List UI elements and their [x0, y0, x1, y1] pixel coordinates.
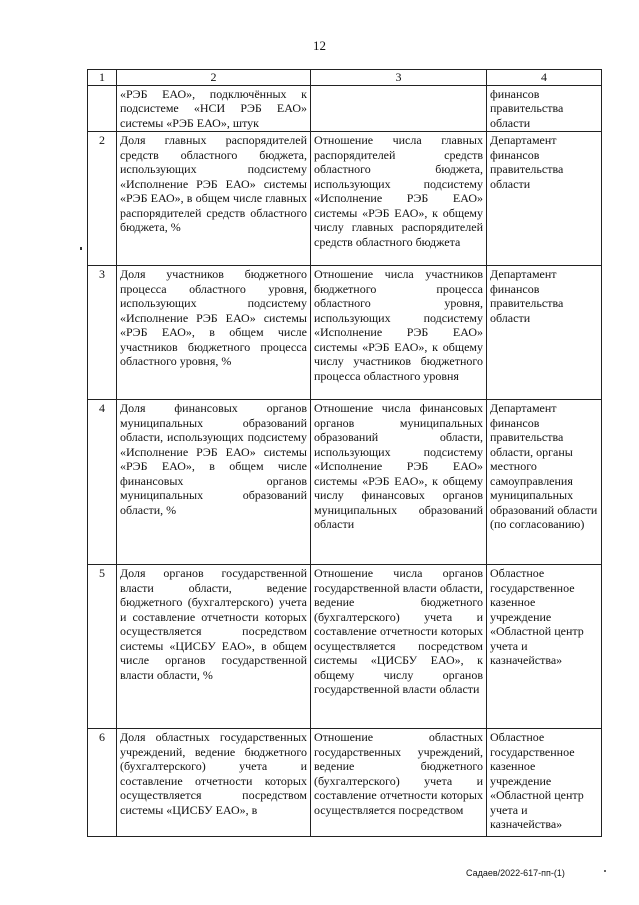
- table-row: [88, 132, 602, 266]
- indicator-cell: Доля участников бюджетного процесса областного уровня, использующих подсистему «Исполнение РЭБ ЕАО» системы «РЭБ ЕАО», в общем числе участников бюджетного процесса областного уровня, %: [117, 266, 311, 400]
- page-number: 12: [313, 38, 326, 53]
- method-cell: Отношение числа главных распорядителей средств областного бюджета, использующих подсистему «Исполнение РЭБ ЕАО» системы «РЭБ ЕАО», к общему числу главных распорядителей средств областного бюджета: [311, 132, 487, 266]
- indicator-cell: Доля областных государственных учреждений, ведение бюджетного (бухгалтерского) учета и составление отчетности которых осуществляется посредством системы «ЦИСБУ ЕАО», в: [117, 729, 311, 837]
- indicator-cell: Доля главных распорядителей средств областного бюджета, использующих подсистему «Исполнение РЭБ ЕАО» системы «РЭБ ЕАО», в общем числе главных распорядителей средств областного бюджета, %: [117, 132, 311, 266]
- method-cell: Отношение числа финансовых органов муниципальных образований области, использующих подсистему «Исполнение РЭБ ЕАО» системы «РЭБ ЕАО», к общему числу финансовых органов муниципальных образований области: [311, 400, 487, 565]
- responsible-cell: Областное государственное казенное учреждение «Областной центр учета и казначейства»: [487, 729, 602, 837]
- indicators-table: [87, 69, 602, 837]
- column-header-2: 2: [117, 70, 311, 86]
- table-row: [88, 400, 602, 565]
- column-header-3: 3: [311, 70, 487, 86]
- indicator-cell: Доля финансовых органов муниципальных образований области, использующих подсистему «Исполнение РЭБ ЕАО» системы «РЭБ ЕАО», в общем числе финансовых органов муниципальных образований области, %: [117, 400, 311, 565]
- row-number: 6: [88, 729, 117, 837]
- column-header-4: 4: [487, 70, 602, 86]
- method-cell: Отношение числа участников бюджетного процесса областного уровня, использующих подсистему «Исполнение РЭБ ЕАО» системы «РЭБ ЕАО», к общему числу участников бюджетного процесса областного уровня: [311, 266, 487, 400]
- method-cell: Отношение числа органов государственной власти области, ведение бюджетного (бухгалтерского) учета и составление отчетности которых осуществляется посредством системы «ЦИСБУ ЕАО», к общему числу органов государственной власти области: [311, 565, 487, 729]
- document-code: Садаев/2022-617-пп-(1): [466, 868, 565, 878]
- column-header-1: 1: [88, 70, 117, 86]
- method-cell: Отношение областных государственных учреждений, ведение бюджетного (бухгалтерского) учета и составление отчетности которых осуществляется посредством: [311, 729, 487, 837]
- table-row: [88, 266, 602, 400]
- table-row: [88, 729, 602, 837]
- row-number: 3: [88, 266, 117, 400]
- row-number: 5: [88, 565, 117, 729]
- row-number: 2: [88, 132, 117, 266]
- responsible-cell: Областное государственное казенное учреждение «Областной центр учета и казначейства»: [487, 565, 602, 729]
- table-header-row: [88, 70, 602, 86]
- responsible-cell: Департамент финансов правительства области: [487, 266, 602, 400]
- row-number: [88, 85, 117, 132]
- indicator-cell: Доля органов государственной власти области, ведение бюджетного (бухгалтерского) учета и составление отчетности которых осуществляется посредством системы «ЦИСБУ ЕАО», в общем числе органов государственной власти области, %: [117, 565, 311, 729]
- responsible-cell: финансов правительства области: [487, 85, 602, 132]
- scan-speck: [604, 870, 606, 872]
- indicator-cell: «РЭБ ЕАО», подключённых к подсистеме «НСИ РЭБ ЕАО» системы «РЭБ ЕАО», штук: [117, 85, 311, 132]
- table-row: [88, 85, 602, 132]
- responsible-cell: Департамент финансов правительства области, органы местного самоуправления муниципальных образований области (по согласованию): [487, 400, 602, 565]
- method-cell: [311, 85, 487, 132]
- row-number: 4: [88, 400, 117, 565]
- responsible-cell: Департамент финансов правительства области: [487, 132, 602, 266]
- scan-speck: [80, 247, 82, 250]
- table-row: [88, 565, 602, 729]
